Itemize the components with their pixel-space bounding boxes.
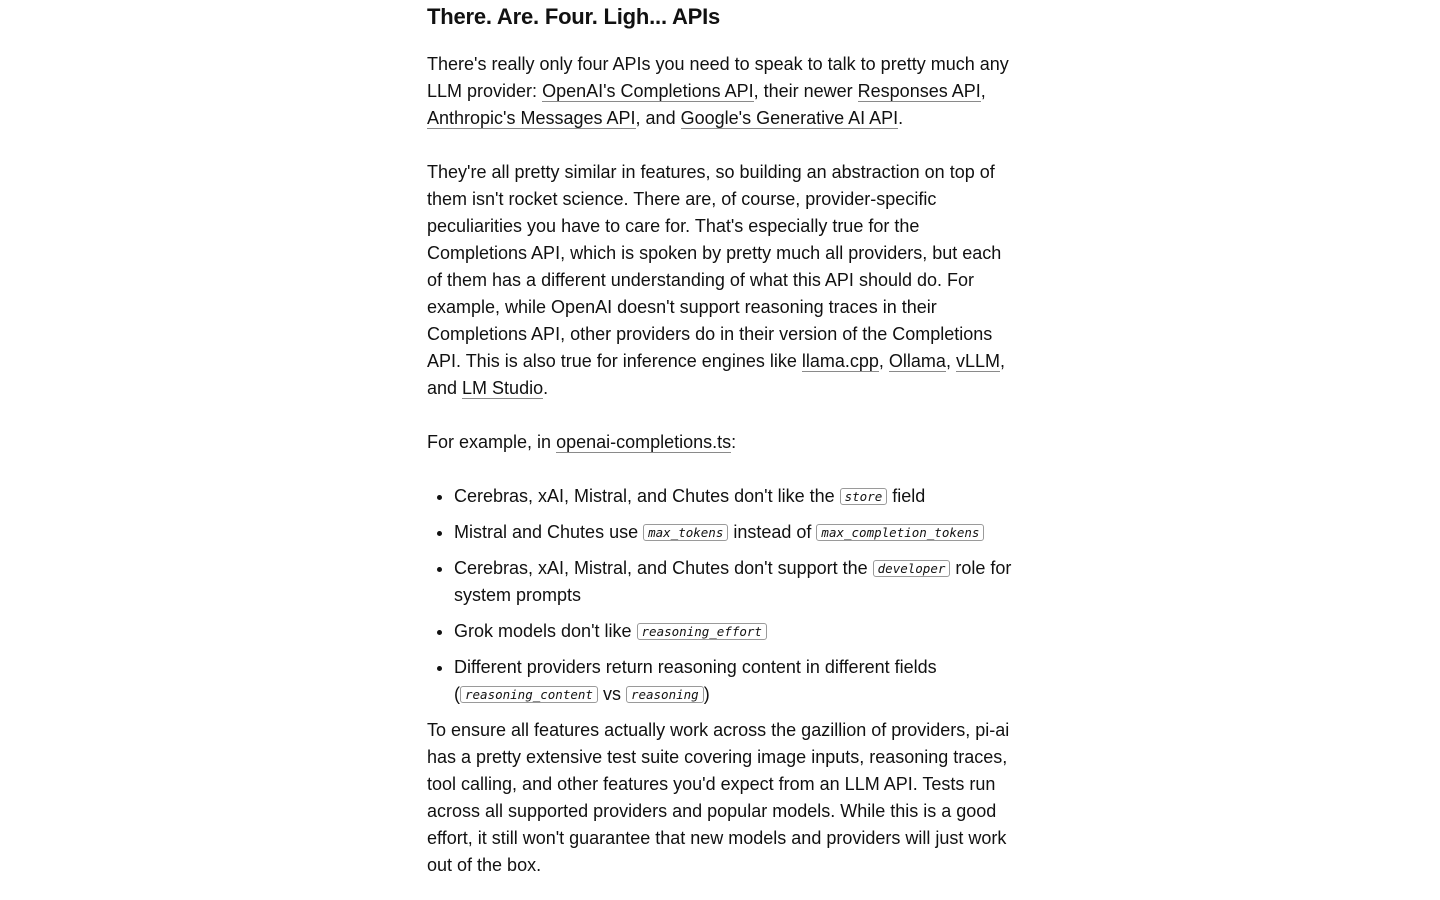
section-heading: There. Are. Four. Ligh... APIs bbox=[427, 4, 721, 29]
peculiarities-list bbox=[427, 483, 1017, 708]
paragraph-example-intro: For example, in openai-completions.ts: bbox=[427, 432, 737, 452]
code-max-completion-tokens: max_completion_tokens bbox=[816, 524, 984, 541]
link-anthropic-messages-api[interactable]: Anthropic's Messages API bbox=[427, 108, 636, 128]
list-item: • Cerebras, xAI, Mistral, and Chutes don't like the store field bbox=[454, 483, 1017, 510]
paragraph-apis: There's really only four APIs you need to speak to talk to pretty much any LLM provider: OpenAI's Completions API, their newer Responses API, Anthropic's Messages API, and Google's Generative AI API. bbox=[427, 54, 1009, 128]
list-item: • Different providers return reasoning content in different fields ( reasoning_content vs reasoning ) bbox=[454, 654, 1017, 708]
code-reasoning-content: reasoning_content bbox=[460, 686, 598, 703]
list-item: • Grok models don't like reasoning_effort bbox=[454, 618, 1017, 645]
code-store: store bbox=[840, 488, 888, 505]
code-reasoning: reasoning bbox=[626, 686, 704, 703]
link-google-generative-ai-api[interactable]: Google's Generative AI API bbox=[680, 108, 899, 128]
link-lm-studio[interactable]: LM Studio bbox=[462, 378, 544, 398]
link-openai-completions-ts[interactable]: openai-completions.ts bbox=[556, 432, 732, 452]
link-responses-api[interactable]: Responses API bbox=[857, 81, 981, 101]
list-item: • Mistral and Chutes use max_tokens instead of max_completion_tokens bbox=[454, 519, 1017, 546]
list-item: • Cerebras, xAI, Mistral, and Chutes don't support the developer role for system prompts bbox=[454, 555, 1017, 609]
article bbox=[427, 0, 1017, 879]
paragraph-test-suite: To ensure all features actually work across the gazillion of providers, pi-ai has a pretty extensive test suite covering image inputs, reasoning traces, tool calling, and other features you'd expect from an LLM API. Tests run across all supported providers and popular models. While this is a good effort, it still won't guarantee that new models and providers will just work out of the box. bbox=[427, 720, 1010, 875]
code-reasoning-effort: reasoning_effort bbox=[637, 623, 767, 640]
code-developer: developer bbox=[873, 560, 951, 577]
code-max-tokens: max_tokens bbox=[643, 524, 728, 541]
link-ollama[interactable]: Ollama bbox=[888, 351, 946, 371]
link-llama-cpp[interactable]: llama.cpp bbox=[801, 351, 879, 371]
link-openai-completions-api[interactable]: OpenAI's Completions API bbox=[542, 81, 754, 101]
link-vllm[interactable]: vLLM bbox=[955, 351, 1000, 371]
paragraph-similarities: They're all pretty similar in features, so building an abstraction on top of them isn't rocket science. There are, of course, provider-specific peculiarities you have to care for. That's especially true for the Completions API, which is spoken by pretty much all providers, but each of them has a different understanding of what this API should do. For example, while OpenAI doesn't support reasoning traces in their Completions API, other providers do in their version of the Completions API. This is also true for inference engines like llama.cpp, Ollama, vLLM, and LM Studio. bbox=[427, 162, 1005, 398]
